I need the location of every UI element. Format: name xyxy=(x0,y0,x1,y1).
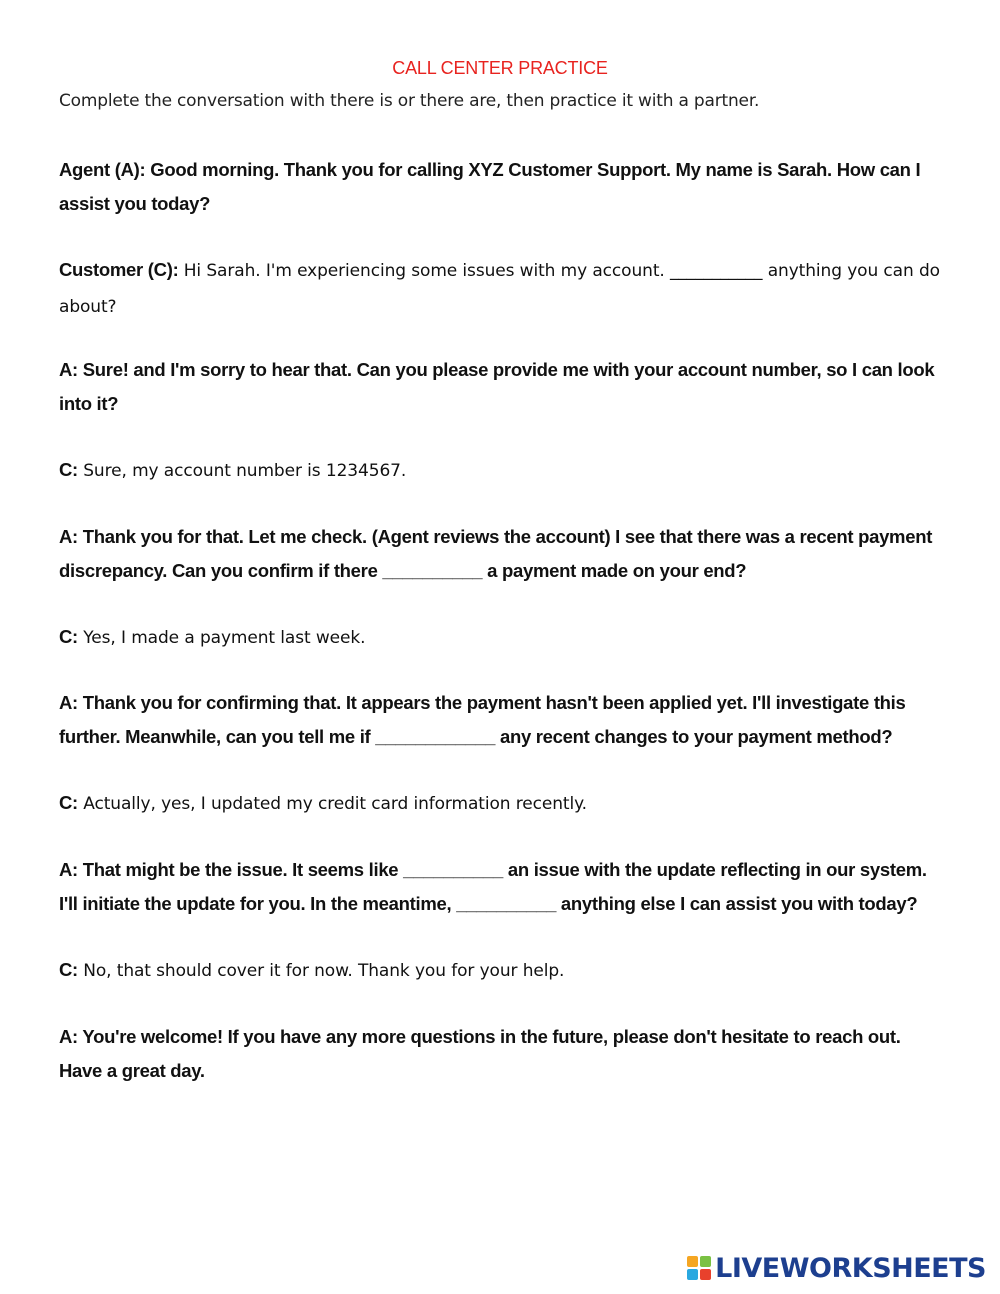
logo-text: LIVEWORKSHEETS xyxy=(715,1252,986,1284)
page-title: CALL CENTER PRACTICE xyxy=(392,58,608,78)
answer-blank[interactable]: ____________ xyxy=(375,725,496,747)
line-text: That might be the issue. It seems like xyxy=(77,859,404,880)
dialogue-line-agent xyxy=(59,153,944,220)
line-text: Sure! and I'm sorry to hear that. Can you please provide me with your account number, so I can look into it? xyxy=(59,359,935,414)
line-text: Hi Sarah. I'm experiencing some issues with my account. xyxy=(178,261,670,281)
dialogue-line-customer xyxy=(59,453,944,489)
logo-mark-icon xyxy=(687,1256,711,1280)
line-text: You're welcome! If you have any more questions in the future, please don't hesitate to reach out. Have a great day. xyxy=(59,1026,901,1081)
dialogue-line-customer xyxy=(59,786,944,822)
answer-blank[interactable]: ___________ xyxy=(670,261,763,281)
logo-tile xyxy=(700,1269,711,1280)
dialogue-line-agent xyxy=(59,353,944,420)
dialogue-line-customer xyxy=(59,953,944,989)
dialogue-line-agent xyxy=(59,520,944,587)
speaker-label: Customer (C): xyxy=(59,259,179,280)
speaker-label: C: xyxy=(59,459,78,480)
answer-blank[interactable]: __________ xyxy=(456,892,557,914)
dialogue-line-agent xyxy=(59,686,944,753)
dialogue-line-agent xyxy=(59,1020,944,1087)
speaker-label: C: xyxy=(59,792,78,813)
line-text: any recent changes to your payment method? xyxy=(495,725,893,747)
logo-tile xyxy=(687,1269,698,1280)
liveworksheets-logo xyxy=(687,1253,986,1283)
speaker-label: A: xyxy=(59,359,78,380)
logo-tile xyxy=(687,1256,698,1267)
line-text: Yes, I made a payment last week. xyxy=(77,628,366,648)
logo-tile xyxy=(700,1256,711,1267)
line-text: Thank you for that. Let me check. (Agent reviews the account) I see that there was a recent payment discrepancy. Can you confirm if there xyxy=(59,526,933,581)
answer-blank[interactable]: __________ xyxy=(403,859,504,880)
line-text: Thank you for confirming that. It appears the payment hasn't been applied yet. I'll investigate this further. Meanwhile, can you tell me if xyxy=(59,692,906,747)
speaker-label: C: xyxy=(59,959,78,980)
speaker-label: A: xyxy=(59,859,78,880)
speaker-label: Agent (A): xyxy=(59,159,146,180)
speaker-label: A: xyxy=(59,1026,78,1047)
line-text: Sure, my account number is 1234567. xyxy=(77,461,407,481)
line-text: No, that should cover it for now. Thank you for your help. xyxy=(77,961,565,981)
line-text: an issue with the update reflecting in our system. I'll initiate the update for you. In the meantime, xyxy=(59,859,927,914)
line-text: anything else I can assist you with today? xyxy=(556,892,918,914)
speaker-label: A: xyxy=(59,692,78,713)
speaker-label: C: xyxy=(59,626,78,647)
dialogue-line-customer xyxy=(59,620,944,656)
dialogue-line-agent xyxy=(59,853,944,920)
line-text: anything you can do about? xyxy=(59,261,940,317)
line-text: a payment made on your end? xyxy=(482,559,747,581)
line-text: Actually, yes, I updated my credit card information recently. xyxy=(77,794,587,814)
instructions: Complete the conversation with there is or there are, then practice it with a partner. xyxy=(59,91,760,111)
speaker-label: A: xyxy=(59,526,78,547)
dialogue-line-customer xyxy=(59,253,944,324)
answer-blank[interactable]: __________ xyxy=(382,559,483,581)
line-text: Good morning. Thank you for calling XYZ Customer Support. My name is Sarah. How can I assist you today? xyxy=(59,159,921,214)
